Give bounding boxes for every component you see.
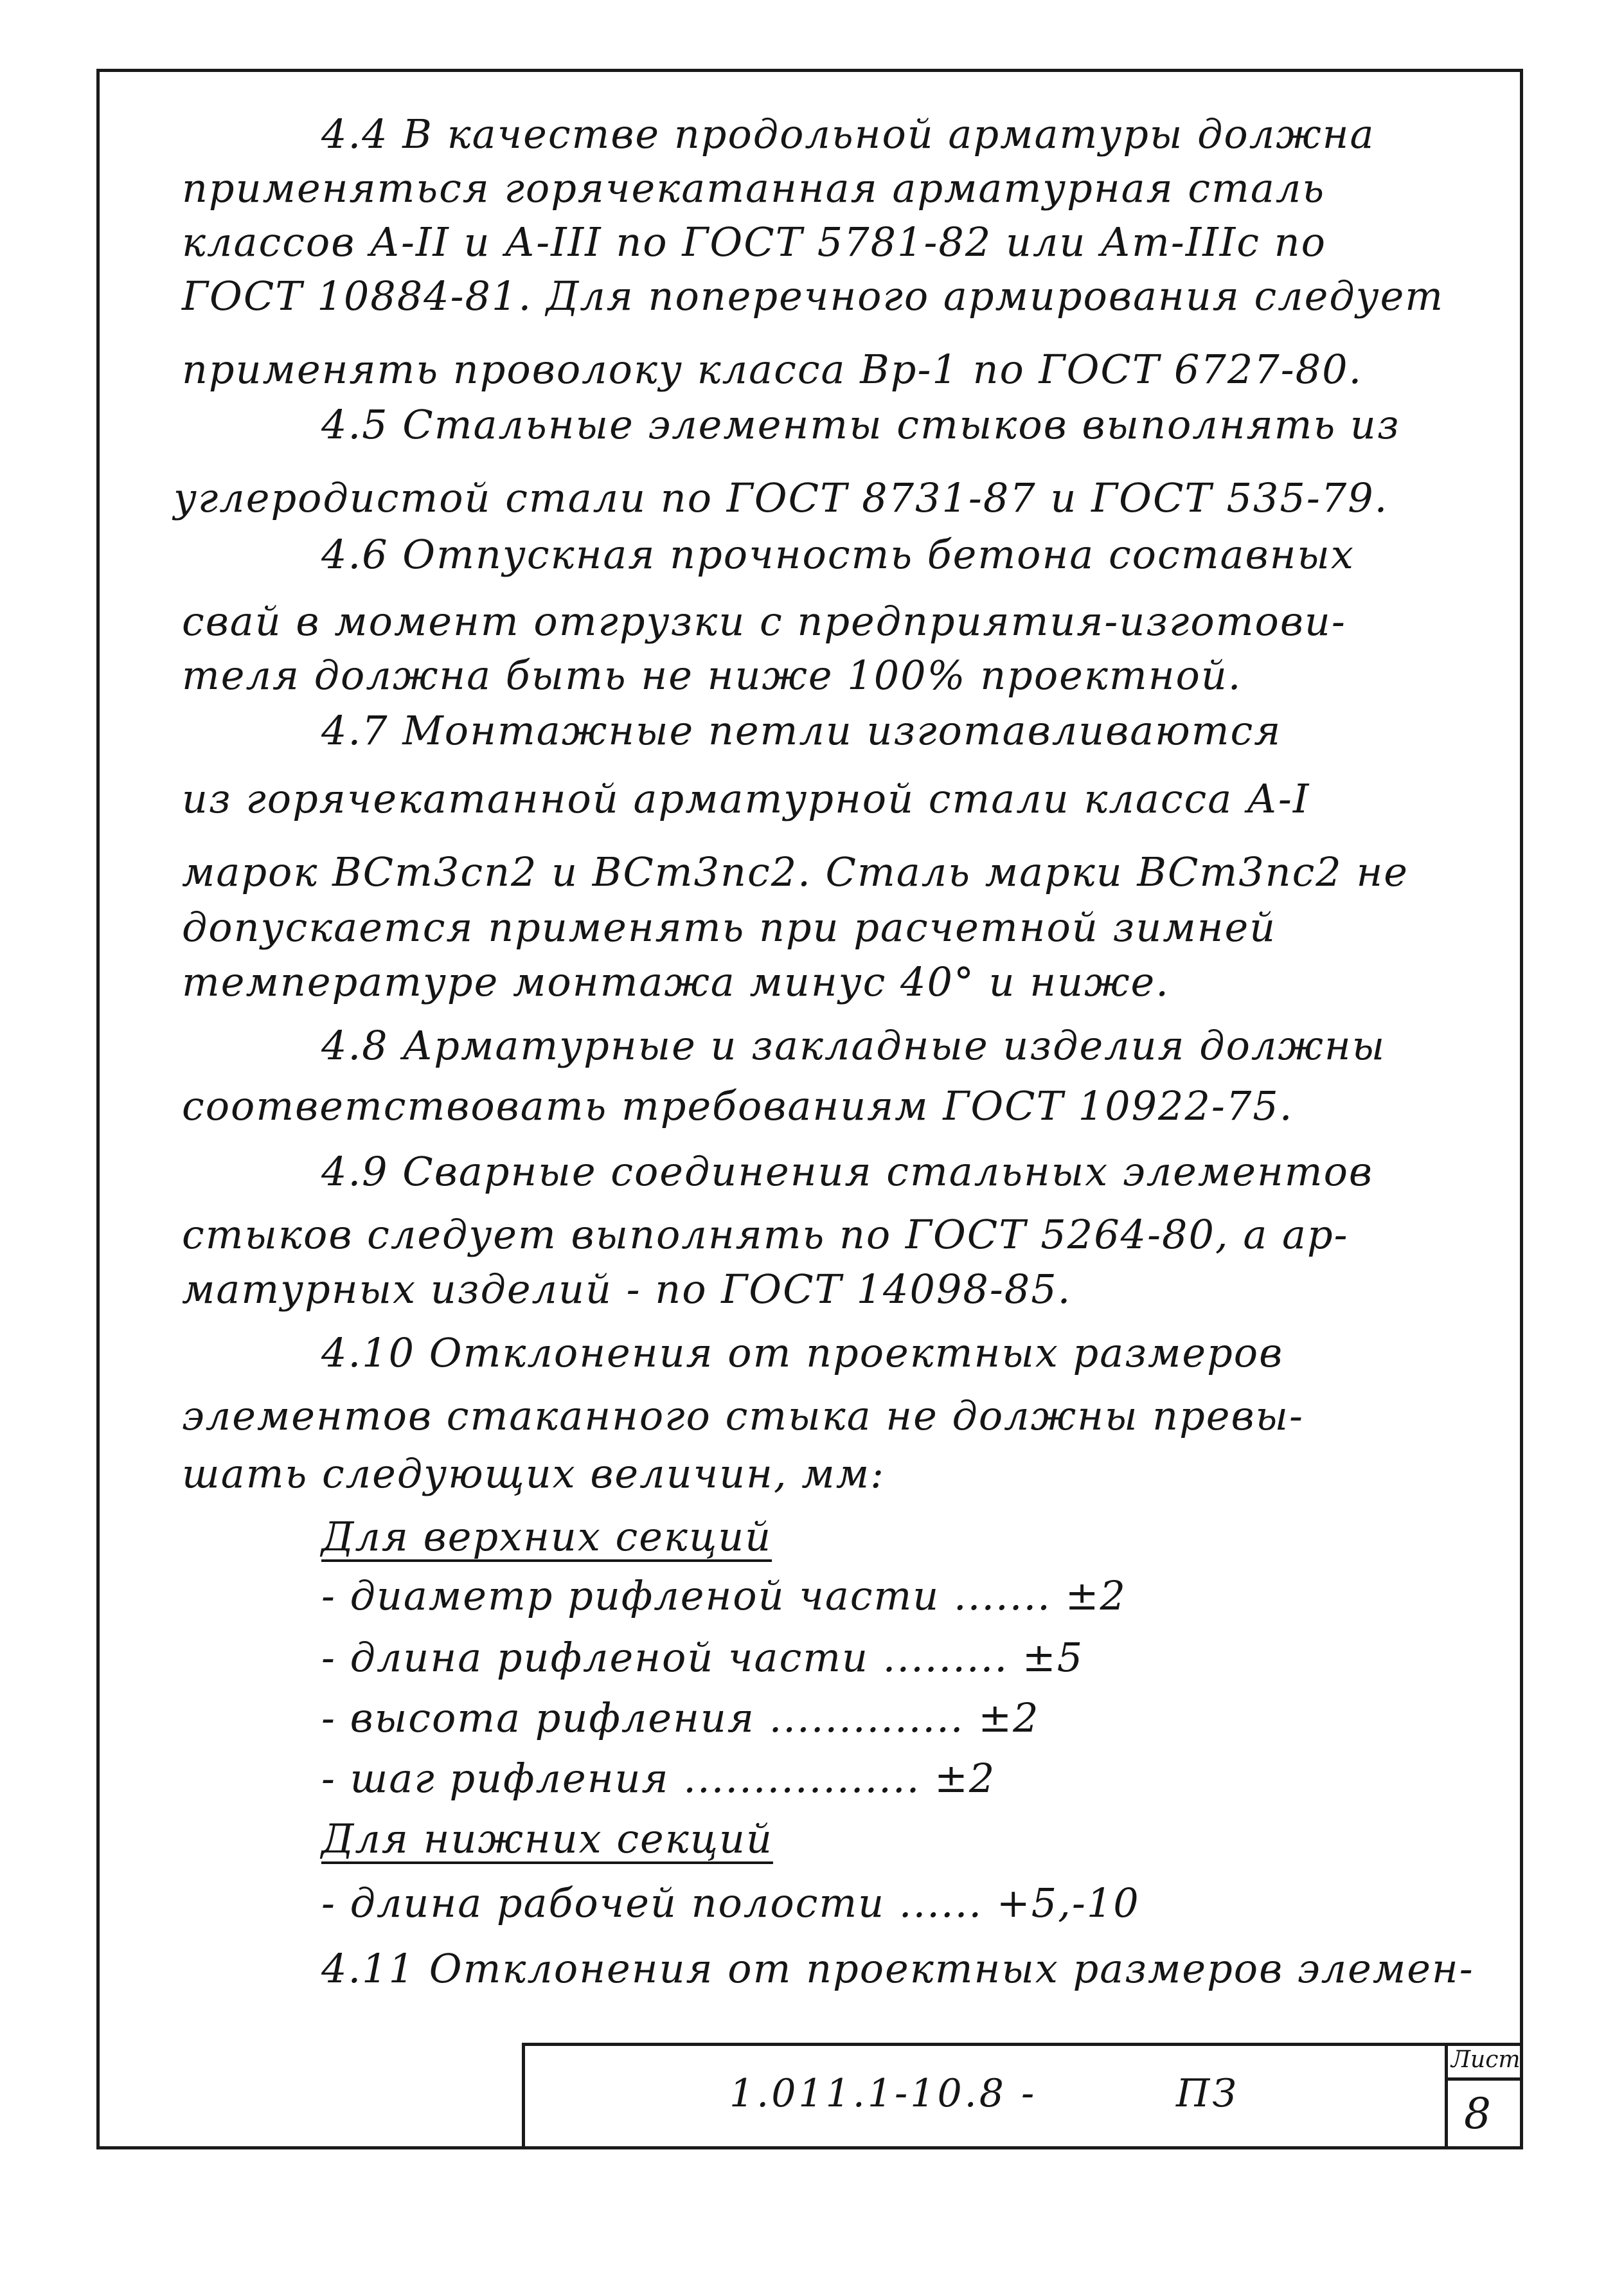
document-code: 1.011.1-10.8 - (729, 2071, 1037, 2116)
sheet-number: 8 (1464, 2089, 1491, 2139)
section-heading: Для верхних секций (321, 1513, 772, 1560)
text-line: 4.6 Отпускная прочность бетона составных (321, 531, 1355, 578)
text-line: классов А-II и А-III по ГОСТ 5781-82 или Ат-IIIс по (182, 219, 1326, 265)
tolerance-row: - длина рабочей полости ...... +5,-10 (321, 1879, 1140, 1926)
text-line: ГОСТ 10884-81. Для поперечного армирования следует (182, 273, 1445, 319)
text-line: 4.10 Отклонения от проектных размеров (321, 1329, 1284, 1376)
text-line: соответствовать требованиям ГОСТ 10922-75. (182, 1082, 1294, 1129)
tolerance-row: - длина рифленой части ......... ±5 (321, 1634, 1084, 1681)
text-line: свай в момент отгрузки с предприятия-изготови- (182, 598, 1346, 645)
text-line: из горячекатанной арматурной стали класса А-I (182, 775, 1310, 822)
text-line: 4.8 Арматурные и закладные изделия должны (321, 1022, 1386, 1069)
text-line: допускается применять при расчетной зимней (182, 904, 1277, 951)
text-line: применяться горячекатанная арматурная сталь (182, 165, 1326, 211)
text-line: 4.7 Монтажные петли изготавливаются (321, 707, 1282, 754)
text-line: применять проволоку класса Вр-1 по ГОСТ 6727-80. (182, 346, 1363, 393)
tolerance-row: - диаметр рифленой части ....... ±2 (321, 1572, 1127, 1619)
text-line: углеродистой стали по ГОСТ 8731-87 и ГОСТ 535-79. (174, 474, 1389, 521)
tolerance-row: - шаг рифления ................. ±2 (321, 1755, 996, 1802)
sheet-label: Лист (1451, 2047, 1521, 2073)
text-line: 4.9 Сварные соединения стальных элементов (321, 1148, 1373, 1195)
text-line: матурных изделий - по ГОСТ 14098-85. (182, 1266, 1072, 1313)
text-line: 4.4 В качестве продольной арматуры должна (321, 111, 1375, 157)
title-block-divider (1445, 2077, 1520, 2081)
text-line: шать следующих величин, мм: (182, 1450, 885, 1497)
text-line: температуре монтажа минус 40° и ниже. (182, 958, 1170, 1005)
tolerance-row: - высота рифления .............. ±2 (321, 1694, 1040, 1741)
text-line: стыков следует выполнять по ГОСТ 5264-80, а ар- (182, 1211, 1349, 1258)
title-block-divider (1445, 2043, 1448, 2146)
section-heading: Для нижних секций (321, 1815, 773, 1862)
text-line: 4.5 Стальные элементы стыков выполнять из (321, 401, 1400, 448)
text-line: марок ВСт3сп2 и ВСт3пс2. Сталь марки ВСт3пс2 не (182, 848, 1409, 895)
document-type: ПЗ (1176, 2071, 1239, 2116)
text-line: элементов стаканного стыка не должны превы- (182, 1392, 1304, 1439)
text-line: 4.11 Отклонения от проектных размеров элемен- (321, 1945, 1474, 1992)
text-line: теля должна быть не ниже 100% проектной. (182, 652, 1242, 699)
